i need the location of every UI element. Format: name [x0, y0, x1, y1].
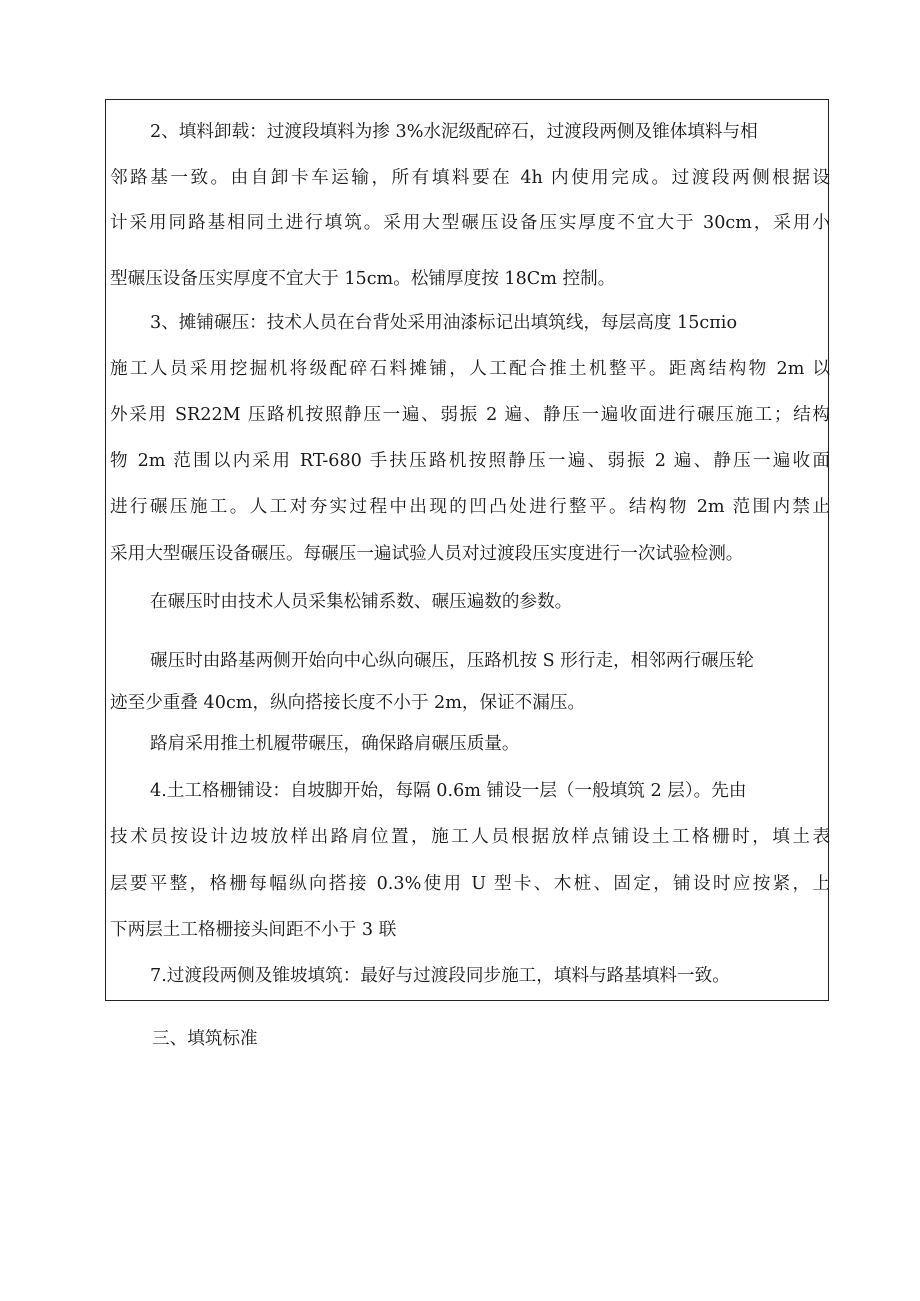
paragraph-line: 2、填料卸载：过渡段填料为掺 3%水泥级配碎石，过渡段两侧及锥体填料与相: [150, 122, 758, 142]
paragraph-line: 采用大型碾压设备碾压。每碾压一遍试验人员对过渡段压实度进行一次试验检测。: [110, 544, 744, 564]
section-heading: 三、填筑标准: [152, 1029, 258, 1049]
paragraph-line: 外采用 SR22M 压路机按照静压一遍、弱振 2 遍、静压一遍收面进行碾压施工；结构: [110, 405, 830, 425]
paragraph-line: 技术员按设计边坡放样出路肩位置，施工人员根据放样点铺设土工格栅时，填土表: [110, 827, 830, 847]
paragraph-line: 下两层土工格栅接头间距不小于 3 联: [110, 920, 397, 940]
paragraph-line: 邻路基一致。由自卸卡车运输，所有填料要在 4h 内使用完成。过渡段两侧根据设: [110, 168, 830, 188]
paragraph-line: 层要平整，格栅每幅纵向搭接 0.3%使用 U 型卡、木桩、固定，铺设时应按紧，上: [110, 874, 830, 894]
paragraph-line: 施工人员采用挖掘机将级配碎石料摊铺，人工配合推土机整平。距离结构物 2m 以: [110, 359, 830, 379]
paragraph-line: 在碾压时由技术人员采集松铺系数、碾压遍数的参数。: [150, 592, 573, 612]
paragraph-line: 迹至少重叠 40cm，纵向搭接长度不小于 2m，保证不漏压。: [110, 693, 586, 713]
paragraph-line: 物 2m 范围以内采用 RT-680 手扶压路机按照静压一遍、弱振 2 遍、静压一遍收面: [110, 451, 830, 471]
paragraph-line: 碾压时由路基两侧开始向中心纵向碾压，压路机按 S 形行走，相邻两行碾压轮: [150, 651, 754, 671]
paragraph-line: 进行碾压施工。人工对夯实过程中出现的凹凸处进行整平。结构物 2m 范围内禁止: [110, 497, 830, 517]
paragraph-line: 4.土工格栅铺设：自坡脚开始，每隔 0.6m 铺设一层（一般填筑 2 层）。先由: [150, 781, 747, 801]
paragraph-line: 7.过渡段两侧及锥坡填筑：最好与过渡段同步施工，填料与路基填料一致。: [150, 966, 730, 986]
paragraph-line: 3、摊铺碾压：技术人员在台背处采用油漆标记出填筑线，每层高度 15cπio: [150, 313, 738, 333]
paragraph-line: 路肩采用推土机履带碾压，确保路肩碾压质量。: [150, 734, 520, 754]
paragraph-line: 计采用同路基相同土进行填筑。采用大型碾压设备压实厚度不宜大于 30cm，采用小: [110, 213, 830, 233]
content-table-cell: [105, 99, 829, 1001]
paragraph-line: 型碾压设备压实厚度不宜大于 15cm。松铺厚度按 18Cm 控制。: [110, 269, 616, 289]
